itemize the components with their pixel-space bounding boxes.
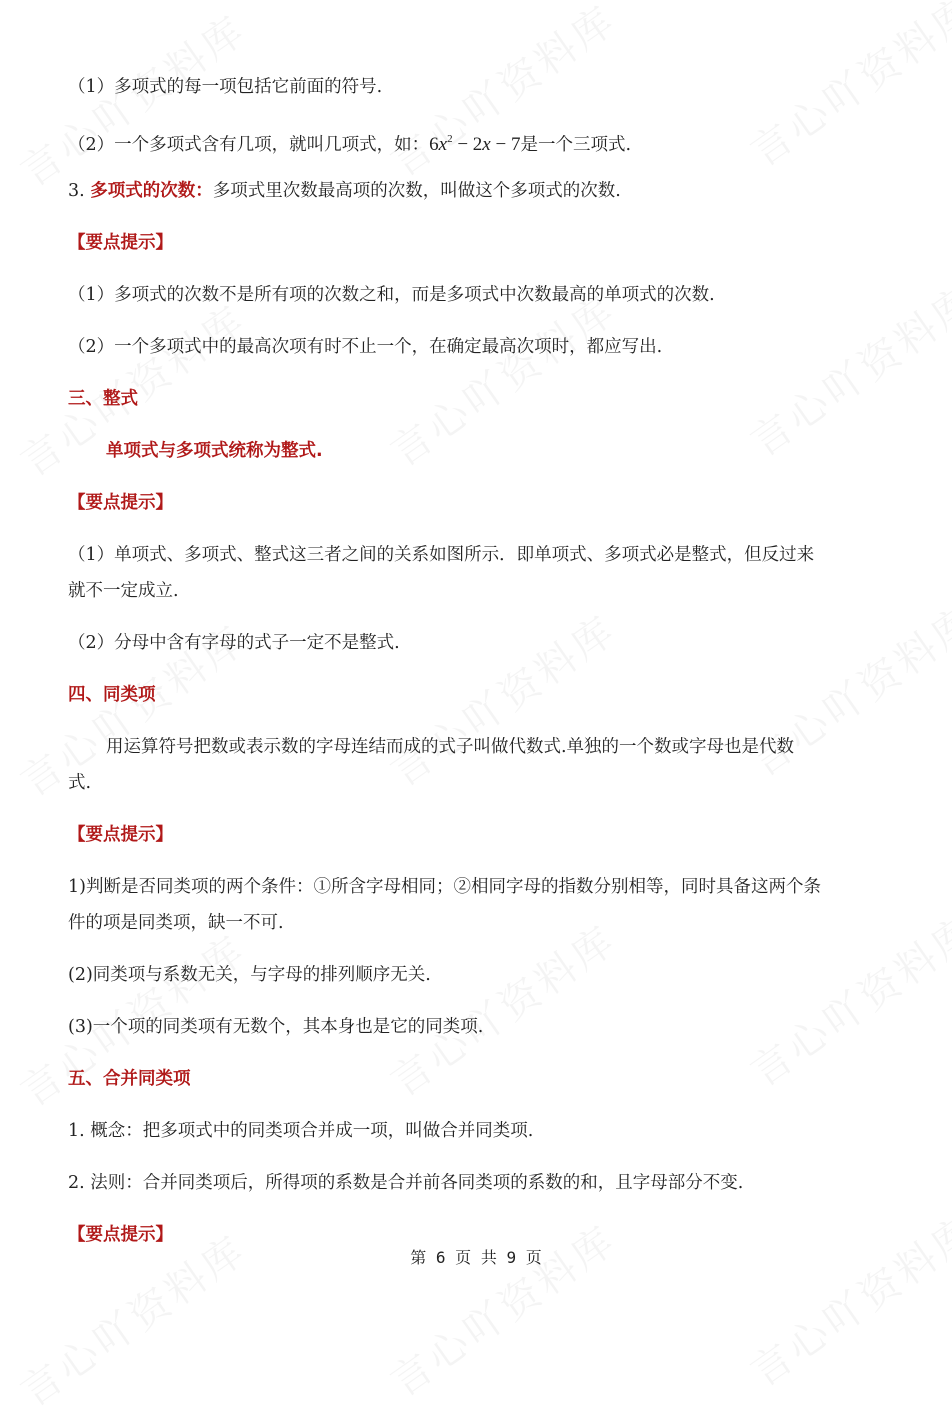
key-points-heading: 【要点提示】 xyxy=(68,825,173,845)
paragraph: 式. xyxy=(68,773,92,793)
section-heading-combine: 五、合并同类项 xyxy=(68,1069,191,1089)
paragraph-with-formula: （2）一个多项式含有几项，就叫几项式，如：$6x^2 - 2x - 7$是一个三项式. xyxy=(68,133,632,155)
paragraph: 就不一定成立. xyxy=(68,581,179,601)
paragraph: （1）多项式的次数不是所有项的次数之和，而是多项式中次数最高的单项式的次数. xyxy=(68,285,715,305)
page-number: 第 6 页 共 9 页 xyxy=(410,1248,542,1267)
key-points-heading: 【要点提示】 xyxy=(68,1225,173,1245)
section-heading-integral: 三、整式 xyxy=(68,389,138,409)
key-points-heading: 【要点提示】 xyxy=(68,493,173,513)
key-points-heading: 【要点提示】 xyxy=(68,233,173,253)
definition-degree: 3. 多项式的次数：多项式里次数最高项的次数，叫做这个多项式的次数. xyxy=(68,181,621,201)
paragraph: 用运算符号把数或表示数的字母连结而成的式子叫做代数式.单独的一个数或字母也是代数 xyxy=(106,737,795,757)
definition-integral: 单项式与多项式统称为整式. xyxy=(106,441,323,461)
paragraph: 件的项是同类项，缺一不可. xyxy=(68,913,284,933)
paragraph: 1. 概念：把多项式中的同类项合并成一项，叫做合并同类项. xyxy=(68,1121,534,1141)
paragraph: （2）一个多项式中的最高次项有时不止一个，在确定最高次项时，都应写出. xyxy=(68,337,663,357)
paragraph: (2)同类项与系数无关，与字母的排列顺序无关. xyxy=(68,965,431,985)
definition-label: 多项式的次数： xyxy=(90,181,213,201)
paragraph: 2. 法则：合并同类项后，所得项的系数是合并前各同类项的系数的和，且字母部分不变. xyxy=(68,1173,744,1193)
paragraph: （1）多项式的每一项包括它前面的符号. xyxy=(68,77,383,97)
section-heading-like-terms: 四、同类项 xyxy=(68,685,156,705)
polynomial-formula: $6x^2 - 2x - 7$ xyxy=(429,133,521,155)
paragraph: （2）分母中含有字母的式子一定不是整式. xyxy=(68,633,400,653)
paragraph: 1)判断是否同类项的两个条件：①所含字母相同；②相同字母的指数分别相等，同时具备这两个条 xyxy=(68,877,821,897)
paragraph: (3)一个项的同类项有无数个，其本身也是它的同类项. xyxy=(68,1017,484,1037)
paragraph: （1）单项式、多项式、整式这三者之间的关系如图所示．即单项式、多项式必是整式，但反过来 xyxy=(68,545,815,565)
